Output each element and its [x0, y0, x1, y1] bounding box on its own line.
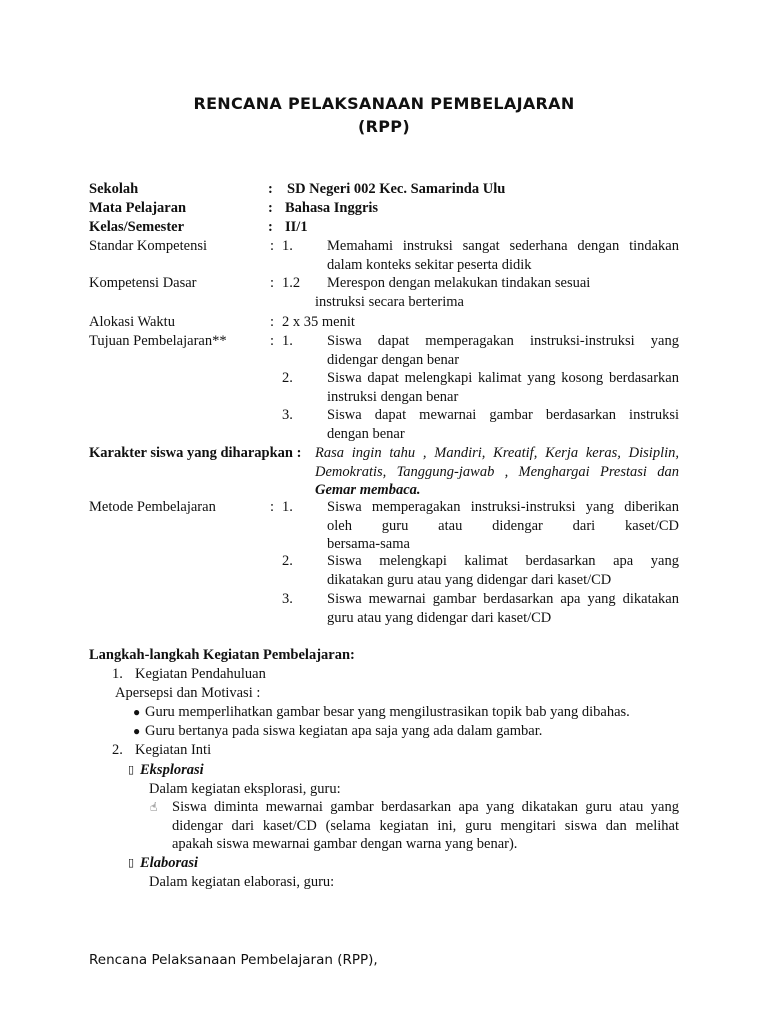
kd-line2: instruksi secara berterima	[315, 294, 464, 310]
kd-number: 1.2	[282, 275, 301, 291]
tujuan-number-3: 3.	[282, 407, 293, 423]
metode-item-1-line2: oleh guru atau didengar dari kaset/CD	[327, 517, 679, 534]
apersepsi-label: Apersepsi dan Motivasi :	[115, 685, 261, 701]
eksplorasi-label: Eksplorasi	[140, 762, 204, 778]
tujuan-item-3-line2: dengan benar	[327, 425, 405, 442]
tujuan-number-2: 2.	[282, 370, 293, 386]
kd-colon: :	[270, 275, 275, 291]
document-title: RENCANA PELAKSANAAN PEMBELAJARAN	[193, 94, 575, 113]
page-footer: Rencana Pelaksanaan Pembelajaran (RPP),	[89, 952, 378, 968]
alokasi-value: 2 x 35 menit	[282, 314, 355, 330]
kelas-value: II/1	[285, 219, 308, 235]
kelas-label: Kelas/Semester	[89, 219, 185, 235]
karakter-line1: Rasa ingin tahu , Mandiri, Kreatif, Kerja keras, Disiplin,	[315, 445, 679, 461]
kd-label: Kompetensi Dasar	[89, 275, 197, 291]
kd-line1: Merespon dengan melakukan tindakan sesuai	[327, 275, 591, 291]
bullet-icon: ●	[133, 724, 141, 738]
tujuan-item-2-line2: instruksi dengan benar	[327, 388, 459, 405]
metode-item-2-line1: Siswa melengkapi kalimat berdasarkan apa yang	[327, 553, 679, 569]
karakter-line2: Demokratis, Tanggung-jawab , Menghargai Prestasi dan	[315, 463, 679, 480]
sekolah-colon: :	[268, 181, 273, 197]
metode-label: Metode Pembelajaran	[89, 499, 216, 515]
metode-number-3: 3.	[282, 591, 293, 607]
karakter-line3: Gemar membaca.	[315, 482, 421, 498]
langkah-item1-label: Kegiatan Pendahuluan	[135, 666, 266, 682]
tujuan-item-3-line1: Siswa dapat mewarnai gambar berdasarkan instruksi	[327, 407, 679, 423]
karakter-label: Karakter siswa yang diharapkan :	[89, 445, 302, 461]
metode-item-2	[327, 552, 679, 589]
tujuan-item-1-line2: didengar dengan benar	[327, 351, 460, 368]
metode-number-1: 1.	[282, 499, 293, 515]
bullet-icon: ●	[133, 705, 141, 719]
eksplorasi-point-line2: didengar dari kaset/CD (selama kegiatan ini, guru mengitari siswa dan melihat	[172, 817, 679, 834]
tujuan-item-2-line1: Siswa dapat melengkapi kalimat yang kosong berdasarkan	[327, 370, 679, 386]
tujuan-colon: :	[270, 333, 275, 349]
eksplorasi-intro: Dalam kegiatan eksplorasi, guru:	[149, 781, 341, 797]
langkah-item2-number: 2.	[112, 742, 123, 758]
mapel-value: Bahasa Inggris	[285, 200, 379, 216]
metode-item-1-line1: Siswa memperagakan instruksi-instruksi yang diberikan	[327, 499, 679, 515]
langkah-item1-number: 1.	[112, 666, 123, 682]
metode-colon: :	[270, 499, 275, 515]
sk-colon: :	[270, 238, 275, 254]
elaborasi-label: Elaborasi	[140, 855, 199, 871]
tujuan-item-1	[327, 332, 679, 369]
sekolah-label: Sekolah	[89, 181, 139, 197]
metode-item-1	[327, 498, 679, 554]
elaborasi-intro: Dalam kegiatan elaborasi, guru:	[149, 874, 335, 890]
sk-label: Standar Kompetensi	[89, 238, 207, 254]
sk-line2: dalam konteks sekitar peserta didik	[327, 256, 532, 273]
metode-number-2: 2.	[282, 553, 293, 569]
missing-glyph-icon: ▯	[128, 763, 135, 776]
metode-item-3-line2: guru atau yang didengar dari kaset/CD	[327, 609, 552, 626]
sekolah-value: SD Negeri 002 Kec. Samarinda Ulu	[287, 181, 506, 197]
metode-item-3-line1: Siswa mewarnai gambar berdasarkan apa yang dikatakan	[327, 591, 679, 607]
karakter-values	[315, 444, 679, 500]
apersepsi-bullet-2: Guru bertanya pada siswa kegiatan apa saja yang ada dalam gambar.	[145, 723, 543, 739]
kelas-colon: :	[268, 219, 273, 235]
eksplorasi-point	[172, 798, 679, 854]
sk-number: 1.	[282, 238, 293, 254]
tujuan-number-1: 1.	[282, 333, 293, 349]
metode-item-3	[327, 590, 679, 627]
eksplorasi-point-line1: Siswa diminta mewarnai gambar berdasarkan apa yang dikatakan guru atau yang	[172, 799, 679, 815]
missing-glyph-icon: ▯	[128, 856, 135, 869]
tujuan-item-2	[327, 369, 679, 406]
alokasi-colon: :	[270, 314, 275, 330]
pointing-hand-icon: ☝	[150, 800, 158, 814]
mapel-label: Mata Pelajaran	[89, 200, 187, 216]
langkah-item2-label: Kegiatan Inti	[135, 742, 212, 758]
document-subtitle: (RPP)	[358, 117, 410, 136]
langkah-heading: Langkah-langkah Kegiatan Pembelajaran:	[89, 647, 355, 663]
sk-text	[327, 237, 679, 274]
apersepsi-bullet-1: Guru memperlihatkan gambar besar yang mengilustrasikan topik bab yang dibahas.	[145, 704, 630, 720]
alokasi-label: Alokasi Waktu	[89, 314, 175, 330]
eksplorasi-point-line3: apakah siswa mewarnai gambar dengan warna yang benar).	[172, 836, 518, 852]
sk-line1: Memahami instruksi sangat sederhana dengan tindakan	[327, 238, 679, 254]
metode-item-1-line3: bersama-sama	[327, 536, 410, 552]
tujuan-item-1-line1: Siswa dapat memperagakan instruksi-instruksi yang	[327, 333, 679, 349]
tujuan-item-3	[327, 406, 679, 443]
metode-item-2-line2: dikatakan guru atau yang didengar dari kaset/CD	[327, 571, 612, 588]
mapel-colon: :	[268, 200, 273, 216]
tujuan-label: Tujuan Pembelajaran**	[89, 333, 227, 349]
